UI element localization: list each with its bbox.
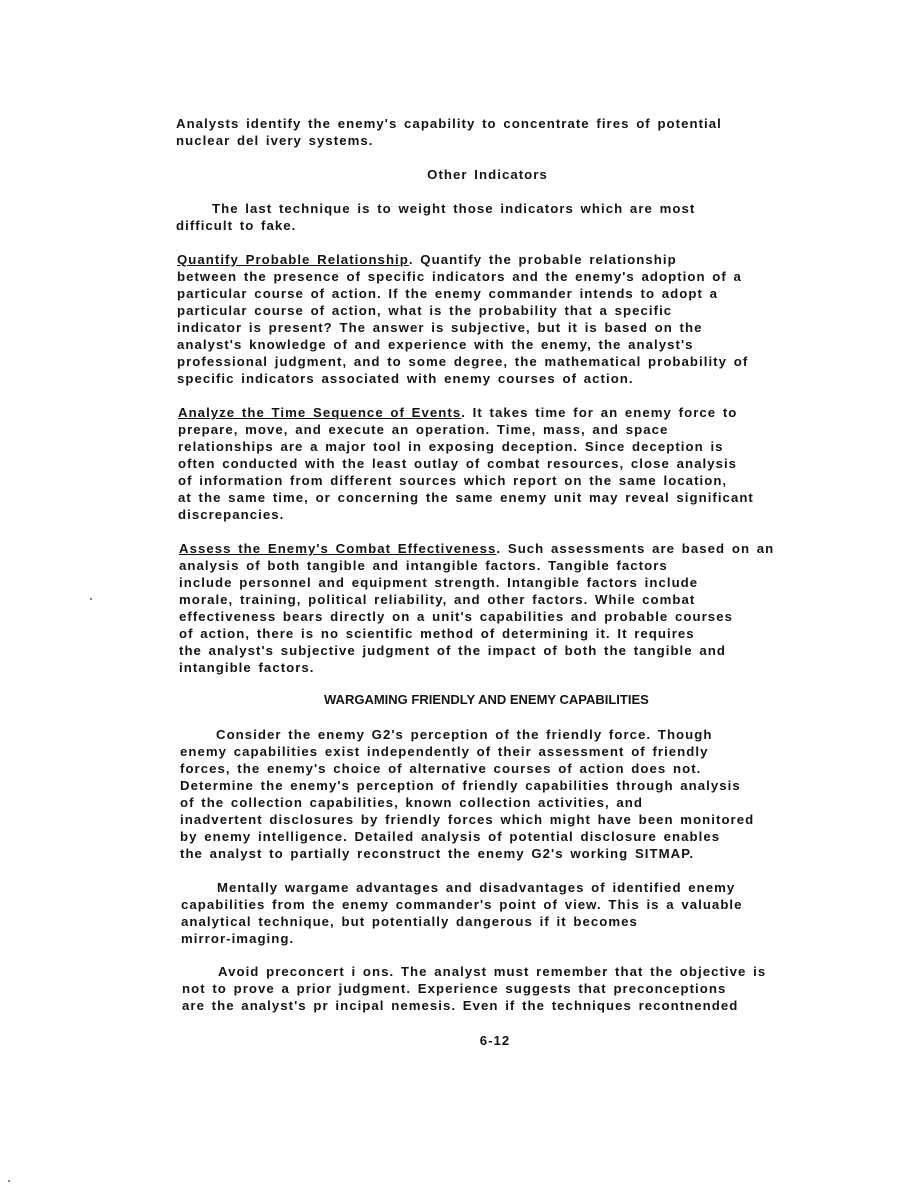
analyze-title: Analyze the Time Sequence of Events [178,405,462,420]
wargaming-paragraph-1 [180,726,754,862]
text-line: . Quantify the probable relationship [408,252,677,267]
text-line: forces, the enemy's choice of alternative courses of action does not. [180,761,702,776]
wargaming-heading: WARGAMING FRIENDLY AND ENEMY CAPABILITIES [324,692,649,707]
text-line: Analysts identify the enemy's capability to concentrate fires of potential [176,116,722,131]
wargaming-paragraph-3 [182,963,766,1014]
text-line: mirror-imaging. [181,931,295,946]
text-line: of information from different sources which report on the same location, [178,473,728,488]
text-line: analytical technique, but potentially dangerous if it becomes [181,914,638,929]
text-line: intangible factors. [179,660,315,675]
analyze-paragraph [178,404,754,523]
assess-title: Assess the Enemy's Combat Effectiveness [179,541,497,556]
wargaming-paragraph-2 [181,879,743,947]
text-line: include personnel and equipment strength. Intangible factors include [179,575,699,590]
text-line: morale, training, political reliability, and other factors. While combat [179,592,696,607]
text-line: by enemy intelligence. Detailed analysis of potential disclosure enables [180,829,721,844]
text-line: discrepancies. [178,507,285,522]
text-line: often conducted with the least outlay of combat resources, close analysis [178,456,738,471]
text-line: inadvertent disclosures by friendly forces which might have been monitored [180,812,755,827]
text-line: . Such assessments are based on an [496,541,775,556]
text-line: analyst's knowledge of and experience with the enemy, the analyst's [177,337,694,352]
text-line: nuclear del ivery systems. [176,133,374,148]
scan-speck [8,1180,10,1182]
quantify-title: Quantify Probable Relationship [177,252,409,267]
text-line: Determine the enemy's perception of friendly capabilities through analysis [180,778,741,793]
text-line: professional judgment, and to some degree, the mathematical probability of [177,354,749,369]
text-line: prepare, move, and execute an operation. Time, mass, and space [178,422,669,437]
text-line: The last technique is to weight those indicators which are most [212,201,696,216]
text-line: analysis of both tangible and intangible factors. Tangible factors [179,558,668,573]
assess-paragraph [179,540,774,676]
text-line: particular course of action. If the enemy commander intends to adopt a [177,286,719,301]
intro-paragraph [176,115,722,149]
text-line: Consider the enemy G2's perception of the friendly force. Though [216,727,713,742]
text-line: the analyst's subjective judgment of the impact of both the tangible and [179,643,726,658]
page-number: 6-12 [479,1033,511,1048]
text-line: between the presence of specific indicators and the enemy's adoption of a [177,269,742,284]
text-line: enemy capabilities exist independently of their assessment of friendly [180,744,709,759]
scan-speck [90,598,92,600]
text-line: difficult to fake. [176,218,297,233]
text-line: not to prove a prior judgment. Experience suggests that preconceptions [182,981,727,996]
text-line: Mentally wargame advantages and disadvantages of identified enemy [217,880,736,895]
other-indicators-paragraph [176,200,695,234]
text-line: capabilities from the enemy commander's point of view. This is a valuable [181,897,743,912]
text-line: of the collection capabilities, known collection activities, and [180,795,643,810]
text-line: particular course of action, what is the probability that a specific [177,303,673,318]
text-line: effectiveness bears directly on a unit's capabilities and probable courses [179,609,733,624]
quantify-paragraph [177,251,748,387]
text-line: of action, there is no scientific method of determining it. It requires [179,626,695,641]
text-line: at the same time, or concerning the same enemy unit may reveal significant [178,490,754,505]
text-line: relationships are a major tool in exposing deception. Since deception is [178,439,724,454]
text-line: indicator is present? The answer is subjective, but it is based on the [177,320,703,335]
text-line: are the analyst's pr incipal nemesis. Even if the techniques recontnended [182,998,739,1013]
text-line: Avoid preconcert i ons. The analyst must remember that the objective is [218,964,767,979]
text-line: specific indicators associated with enemy courses of action. [177,371,634,386]
other-indicators-heading: Other Indicators [427,167,548,182]
text-line: . It takes time for an enemy force to [461,405,738,420]
text-line: the analyst to partially reconstruct the enemy G2's working SITMAP. [180,846,695,861]
